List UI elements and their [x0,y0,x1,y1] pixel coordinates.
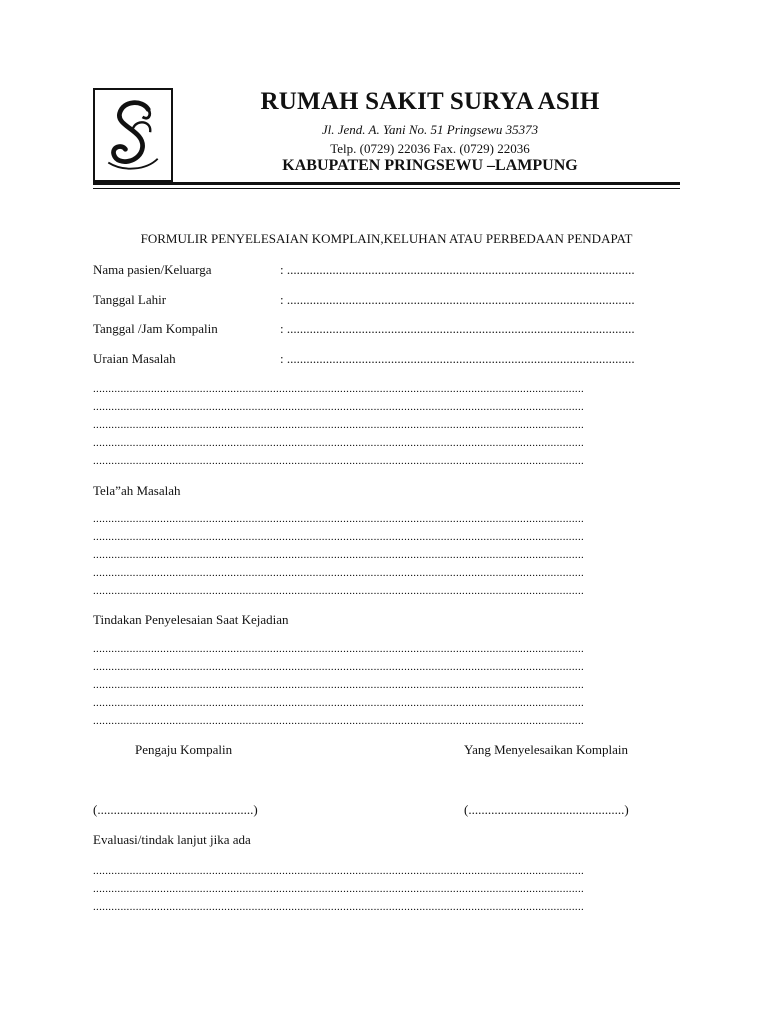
field-label-uraian: Uraian Masalah [93,351,176,366]
evaluasi-line[interactable]: ................................................................................................................................................................. [93,883,585,895]
tindakan-line[interactable]: ................................................................................................................................................................. [93,679,585,691]
uraian-line[interactable]: ................................................................................................................................................................. [93,383,585,395]
field-label-tanggal-jam: Tanggal /Jam Kompalin [93,321,218,336]
field-input-tanggal-jam[interactable]: : ........................................................................................................... [280,321,635,336]
uraian-line[interactable]: ................................................................................................................................................................. [93,401,585,413]
telaah-line[interactable]: ................................................................................................................................................................. [93,567,585,579]
header-divider-thick [93,182,680,185]
tindakan-line[interactable]: ................................................................................................................................................................. [93,643,585,655]
signature-blank-pengaju[interactable]: (................................................) [93,802,258,817]
evaluasi-line[interactable]: ................................................................................................................................................................. [93,865,585,877]
signature-label-pengaju: Pengaju Kompalin [135,742,233,757]
hospital-address: Jl. Jend. A. Yani No. 51 Pringsewu 35373 [321,122,539,137]
section-label-evaluasi: Evaluasi/tindak lanjut jika ada [93,832,251,847]
telaah-line[interactable]: ................................................................................................................................................................. [93,549,585,561]
evaluasi-line[interactable]: ................................................................................................................................................................. [93,901,585,913]
telaah-line[interactable]: ................................................................................................................................................................. [93,513,585,525]
tindakan-line[interactable]: ................................................................................................................................................................. [93,697,585,709]
hospital-region: KABUPATEN PRINGSEWU –LAMPUNG [282,157,578,174]
field-input-tanggal-lahir[interactable]: : ........................................................................................................... [280,292,635,307]
field-label-tanggal-lahir: Tanggal Lahir [93,292,167,307]
field-input-uraian[interactable]: : ........................................................................................................... [280,351,635,366]
signature-label-penyelesai: Yang Menyelesaikan Komplain [464,742,629,757]
hospital-logo [93,88,173,182]
section-label-telaah: Tela”ah Masalah [93,483,181,498]
field-label-nama: Nama pasien/Keluarga [93,262,212,277]
tindakan-line[interactable]: ................................................................................................................................................................. [93,661,585,673]
uraian-line[interactable]: ................................................................................................................................................................. [93,437,585,449]
telaah-line[interactable]: ................................................................................................................................................................. [93,585,585,597]
hospital-phone: Telp. (0729) 22036 Fax. (0729) 22036 [330,141,530,156]
header-divider-thin [93,188,680,189]
tindakan-line[interactable]: ................................................................................................................................................................. [93,715,585,727]
field-input-nama[interactable]: : ........................................................................................................... [280,262,635,277]
uraian-line[interactable]: ................................................................................................................................................................. [93,419,585,431]
uraian-line[interactable]: ................................................................................................................................................................. [93,455,585,467]
form-title: FORMULIR PENYELESAIAN KOMPLAIN,KELUHAN ATAU PERBEDAAN PENDAPAT [140,231,633,246]
signature-blank-penyelesai[interactable]: (................................................) [464,802,629,817]
hospital-name: RUMAH SAKIT SURYA ASIH [260,88,600,115]
section-label-tindakan: Tindakan Penyelesaian Saat Kejadian [93,612,289,627]
telaah-line[interactable]: ................................................................................................................................................................. [93,531,585,543]
logo-s-emblem-icon [95,90,171,180]
